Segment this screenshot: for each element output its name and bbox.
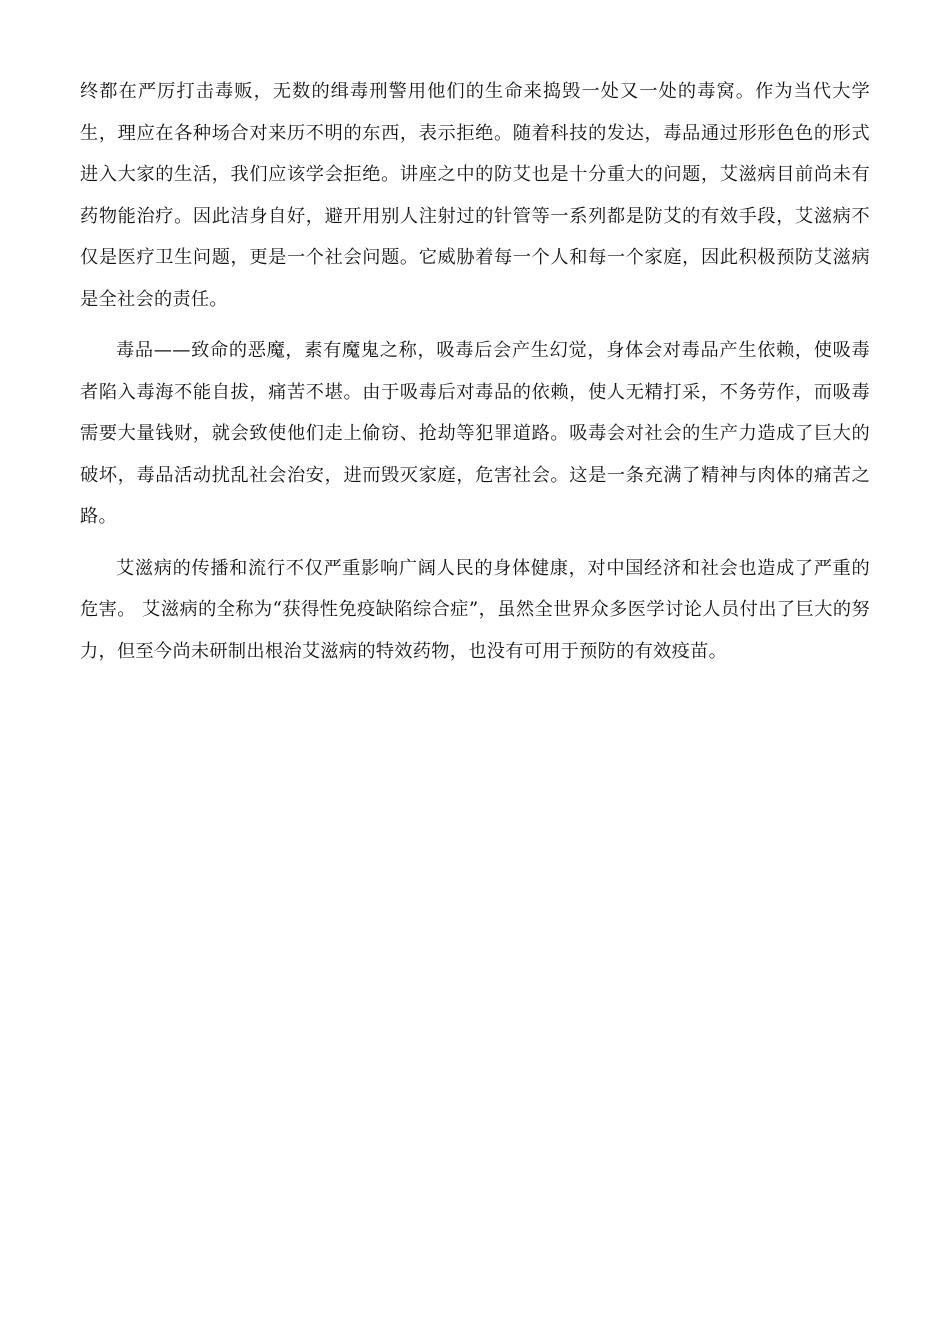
paragraph-anti-drug-aids-responsibility: 终都在严厉打击毒贩，无数的缉毒刑警用他们的生命来捣毁一处又一处的毒窝。作为当代大学生，理应在各种场合对来历不明的东西，表示拒绝。随着科技的发达，毒品通过形形色色的形式进入大家的生活，我们应该学会拒绝。讲座之中的防艾也是十分重大的问题，艾滋病目前尚未有药物能治疗。因此洁身自好，避开用别人注射过的针管等一系列都是防艾的有效手段，艾滋病不仅是医疗卫生问题，更是一个社会问题。它威胁着每一个人和每一个家庭，因此积极预防艾滋病是全社会的责任。 [80,81,870,310]
paragraph-drug-harm: 毒品——致命的恶魔，素有魔鬼之称，吸毒后会产生幻觉，身体会对毒品产生依赖，使吸毒者陷入毒海不能自拔，痛苦不堪。由于吸毒后对毒品的依赖，使人无精打采，不务劳作，而吸毒需要大量钱财，就会致使他们走上偷窃、抢劫等犯罪道路。吸毒会对社会的生产力造成了巨大的破坏，毒品活动扰乱社会治安，进而毁灭家庭，危害社会。这是一条充满了精神与肉体的痛苦之路。 [80,340,870,527]
document-page [80,71,870,682]
paragraph-aids-spread: 艾滋病的传播和流行不仅严重影响广阔人民的身体健康，对中国经济和社会也造成了严重的危害。 艾滋病的全称为“获得性免疫缺陷综合症”，虽然全世界众多医学讨论人员付出了巨大的努力，但至今尚未研制出根治艾滋病的特效药物，也没有可用于预防的有效疫苗。 [80,557,870,662]
